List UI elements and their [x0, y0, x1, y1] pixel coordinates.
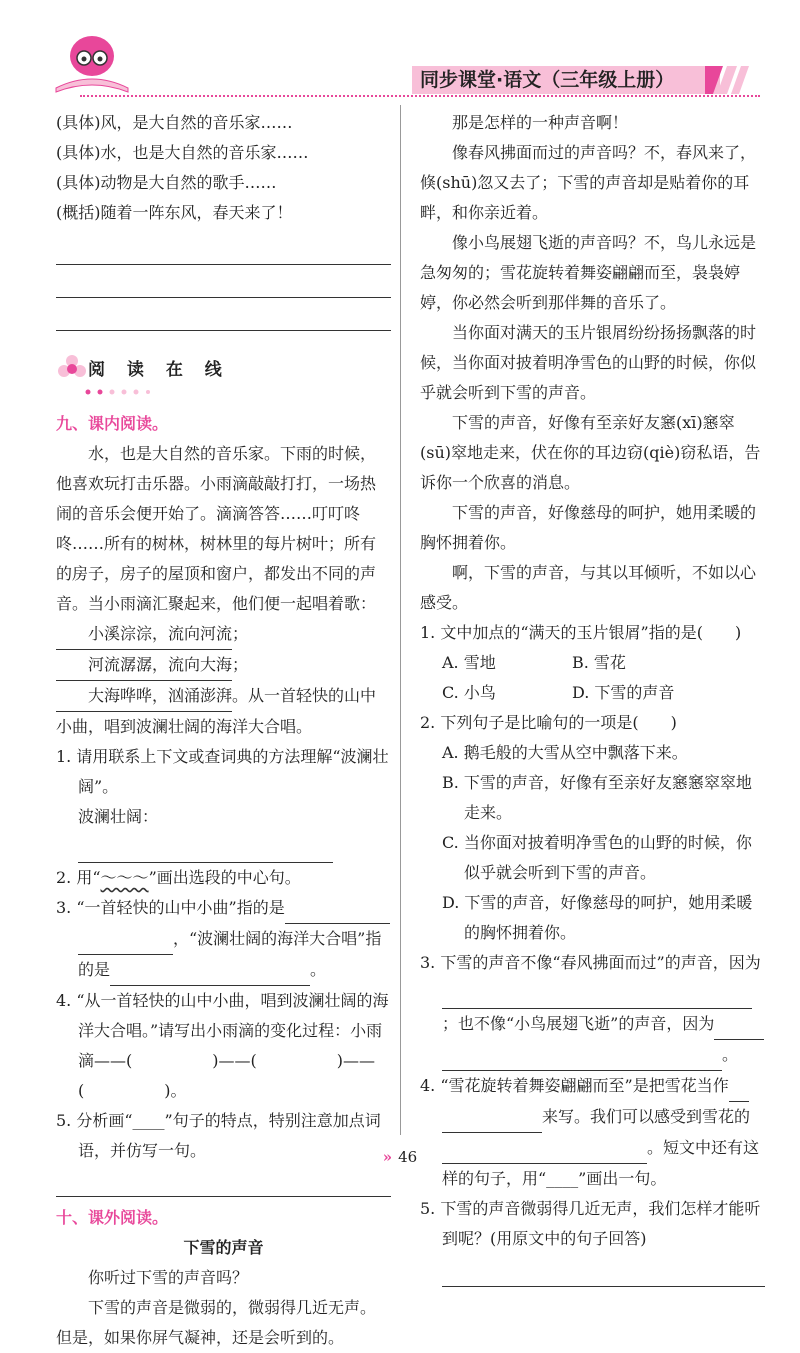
- option-a[interactable]: A. 鹅毛般的大雪从空中飘落下来。: [442, 743, 688, 762]
- answer-blank[interactable]: [442, 1102, 542, 1133]
- dot-decoration: [84, 389, 174, 395]
- passage-paragraph: 下雪的声音是微弱的，微弱得几近无声。但是，如果你屏气凝神，还是会听到的。: [56, 1298, 377, 1347]
- passage-paragraph: 下雪的声音，好像有至亲好友窸(xī)窸窣(sū)窣地走来，伏在你的耳边窃(qiè)窃私语，告诉你一个欣喜的消息。: [420, 413, 761, 492]
- section-heading-10: 十、课外阅读。: [56, 1208, 169, 1227]
- passage-paragraph: 像小鸟展翅飞逝的声音吗？不，鸟儿永远是急匆匆的；雪花旋转着舞姿翩翩而至，袅袅婷婷，你必然会听到那伴舞的音乐了。: [420, 233, 757, 312]
- passage-paragraph: 下雪的声音，好像慈母的呵护，她用柔暖的胸怀拥着你。: [420, 503, 757, 552]
- option-b[interactable]: B. 雪花: [572, 653, 626, 672]
- header-dotted-rule: [80, 95, 760, 97]
- answer-blank[interactable]: [442, 978, 752, 1009]
- example-line: (具体)水，也是大自然的音乐家……: [56, 143, 309, 162]
- answer-blank[interactable]: [110, 955, 310, 986]
- page-number: 46: [398, 1148, 418, 1166]
- reading-online-title: 阅 读 在 线: [88, 360, 230, 380]
- answer-blank[interactable]: [729, 1071, 749, 1102]
- question-5: 5. 分析画“____”句子的特点，特别注意加点词语，并仿写一句。: [56, 1111, 381, 1160]
- answer-line[interactable]: [56, 304, 391, 331]
- question-3: 3. “一首轻快的山中小曲”指的是 ，“波澜壮阔的海洋大合唱”指的是 。: [56, 893, 391, 986]
- option-d[interactable]: D. 下雪的声音: [572, 683, 675, 702]
- option-c[interactable]: C. 小鸟: [442, 683, 496, 702]
- options-row: [420, 678, 765, 708]
- option-c[interactable]: C. 当你面对披着明净雪色的山野的时候，你似乎就会听到下雪的声音。: [442, 833, 752, 882]
- passage-paragraph: 啊，下雪的声音，与其以耳倾听，不如以心感受。: [420, 563, 757, 612]
- flower-icon: [56, 353, 88, 385]
- options-row: [420, 648, 765, 678]
- answer-line[interactable]: [442, 1260, 765, 1287]
- reading-online-banner: [56, 345, 391, 403]
- header-title: 同步课堂·语文（三年级上册）: [412, 66, 720, 94]
- passage-paragraph: 那是怎样的一种声音啊！: [452, 113, 629, 132]
- question-4: 4. “从一首轻快的山中小曲，唱到波澜壮阔的海洋大合唱。”请写出小雨滴的变化过程：小雨滴——( )——( )——( )。: [56, 991, 389, 1100]
- option-b[interactable]: B. 下雪的声音，好像有至亲好友窸窸窣窣地走来。: [442, 773, 752, 822]
- left-column: [56, 108, 391, 1353]
- page-header: [0, 0, 800, 100]
- question-1-answer: 波澜壮阔：: [56, 802, 391, 863]
- question-1: 1. 请用联系上下文或查词典的方法理解“波澜壮阔”。: [56, 747, 389, 796]
- double-chevron-icon: »: [382, 1148, 393, 1166]
- answer-blank[interactable]: [442, 1040, 722, 1071]
- passage-paragraph: 像春风拂面而过的声音吗？不，春风来了，倏(shū)忽又去了；下雪的声音却是贴着你的耳畔，和你亲近着。: [420, 143, 757, 222]
- passage-paragraph: 你听过下雪的声音吗？: [88, 1268, 249, 1287]
- option-a[interactable]: A. 雪地: [442, 653, 496, 672]
- example-line: (具体)动物是大自然的歌手……: [56, 173, 277, 192]
- answer-blank[interactable]: [78, 832, 333, 863]
- example-line: (概括)随着一阵东风，春天来了！: [56, 203, 293, 222]
- passage-paragraph: 当你面对满天的玉片银屑纷纷扬扬飘落的时候，当你面对披着明净雪色的山野的时候，你似乎就会听到下雪的声音。: [420, 323, 757, 402]
- answer-blank[interactable]: [714, 1009, 764, 1040]
- question-3: 3. 下雪的声音不像“春风拂面而过”的声音，因为 ；也不像“小鸟展翅飞逝”的声音，因为 。: [420, 948, 765, 1071]
- question-4: 4. “雪花旋转着舞姿翩翩而至”是把雪花当作 来写。我们可以感受到雪花的 。短文中还有这样的句子，用“____”画出一句。: [420, 1071, 765, 1194]
- question-1: 1. 文中加点的“满天的玉片银屑”指的是( ): [420, 623, 742, 642]
- column-divider: [400, 105, 401, 1135]
- page-footer: [0, 1148, 800, 1166]
- passage-title: 下雪的声音: [183, 1238, 264, 1257]
- header-stripes: [705, 66, 765, 94]
- section-heading-9: 九、课内阅读。: [56, 414, 169, 433]
- option-d[interactable]: D. 下雪的声音，好像慈母的呵护，她用柔暖的胸怀拥着你。: [442, 893, 753, 942]
- example-line: (具体)风，是大自然的音乐家……: [56, 113, 293, 132]
- question-2: 2. 下列句子是比喻句的一项是( ): [420, 713, 677, 732]
- right-column: [420, 108, 765, 1293]
- answer-line[interactable]: [56, 238, 391, 265]
- answer-blank[interactable]: [78, 924, 173, 955]
- question-2: 2. 用“～～～”画出选段的中心句。: [56, 868, 301, 887]
- passage-paragraph: 水，也是大自然的音乐家。下雨的时候，他喜欢玩打击乐器。小雨滴敲敲打打，一场热闹的音乐会便开始了。滴滴答答……叮叮咚咚……所有的树林，树林里的每片树叶；所有的房子，房子的屋顶和窗户，都发出不同的声音。当小雨滴汇聚起来，他们便一起唱着歌：小溪淙淙，流向河流；河流潺潺，流向大海；大海哗哗，汹涌澎湃。从一首轻快的山中小曲，唱到波澜壮阔的海洋大合唱。: [56, 444, 377, 736]
- answer-blank[interactable]: [285, 893, 390, 924]
- mascot-logo-icon: [52, 30, 132, 96]
- answer-line[interactable]: [56, 271, 391, 298]
- question-5: 5. 下雪的声音微弱得几近无声，我们怎样才能听到呢？(用原文中的句子回答): [420, 1199, 761, 1248]
- answer-line[interactable]: [56, 1170, 391, 1197]
